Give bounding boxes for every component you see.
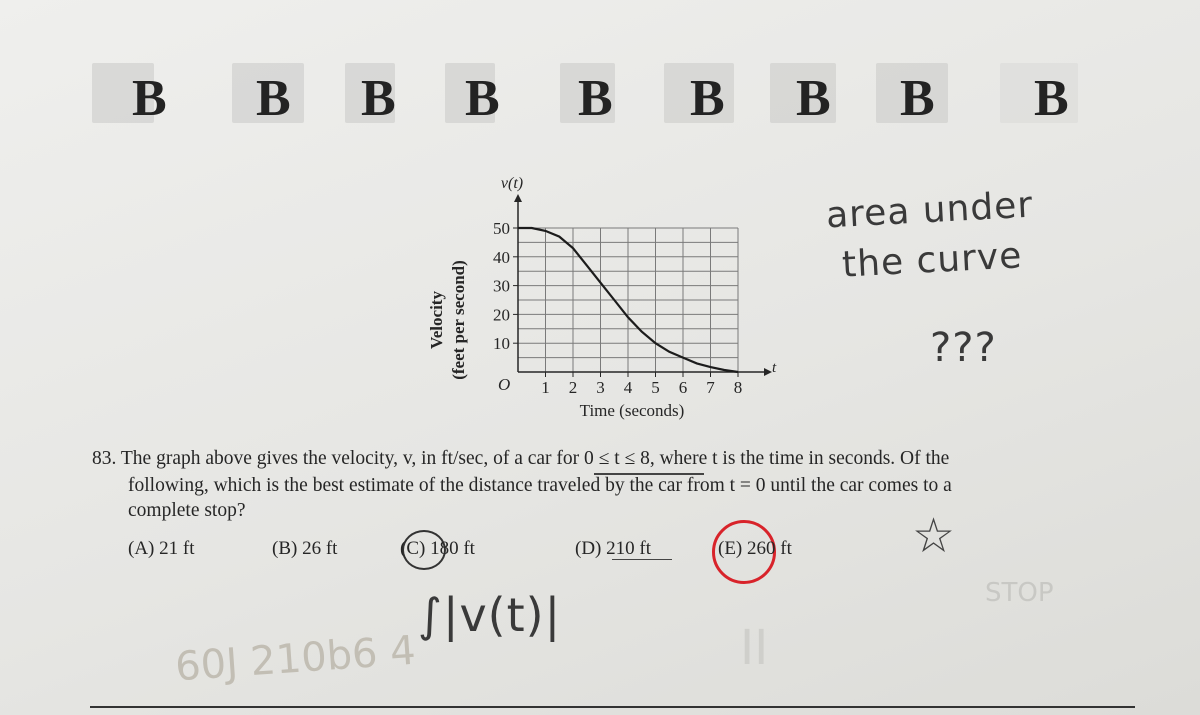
y-axis-arrow <box>514 194 522 202</box>
x-tick-label: 6 <box>678 378 688 397</box>
x-tick-label: 2 <box>568 378 578 397</box>
y-tick-label: 20 <box>493 305 510 325</box>
choice-e[interactable]: (E) 260 ft <box>718 538 792 559</box>
letter-row <box>0 55 1200 135</box>
question-text-line1: 83. The graph above gives the velocity, v, in ft/sec, of a car for 0 ≤ t ≤ 8, where t is the time in seconds. Of the <box>92 448 950 469</box>
y-axis-label-line1: Velocity <box>427 291 446 349</box>
graph-axes <box>514 194 772 376</box>
graph-grid <box>518 228 738 372</box>
x-axis-arrow <box>764 368 772 376</box>
x-axis-variable: t <box>772 360 777 376</box>
page-bottom-rule <box>90 706 1135 708</box>
handwritten-question-marks: ??? <box>930 325 997 371</box>
letter-b: B <box>900 70 935 127</box>
handwritten-note-the-curve: the curve <box>841 235 1024 286</box>
faint-handwriting: STOP <box>985 578 1054 608</box>
y-axis-label-line2: (feet per second) <box>449 260 468 380</box>
letter-b: B <box>690 70 725 127</box>
origin-label: O <box>498 375 511 394</box>
x-tick-label: 3 <box>596 378 605 397</box>
y-tick-label: 50 <box>493 219 510 238</box>
choice-c[interactable]: (C) 180 ft <box>400 538 475 559</box>
star-icon: ☆ <box>912 508 956 564</box>
y-axis-function-label: v(t) <box>500 175 524 192</box>
letter-b: B <box>256 70 291 127</box>
letter-b: B <box>578 70 613 127</box>
strike-mark <box>612 559 672 560</box>
choice-b[interactable]: (B) 26 ft <box>272 538 338 559</box>
x-tick-label: 1 <box>541 378 550 397</box>
question-text-line3: complete stop? <box>128 500 246 521</box>
handwritten-note-area-under: area under <box>825 184 1035 237</box>
letter-b: B <box>796 70 831 127</box>
faint-handwriting: 60J 210b6 4 <box>173 627 418 691</box>
handwritten-integral: ∫|v(t)| <box>418 588 562 642</box>
letter-b: B <box>1034 70 1069 127</box>
faint-roman-numeral: II <box>740 620 769 676</box>
x-tick-label: 5 <box>651 378 660 397</box>
question-text-line2: following, which is the best estimate of the distance traveled by the car from t = 0 until the car comes to a <box>128 475 952 496</box>
x-tick-label: 7 <box>706 378 715 397</box>
x-tick-label: 4 <box>623 378 633 397</box>
x-tick-label: 8 <box>733 378 743 397</box>
graph-tick-labels <box>493 219 742 397</box>
choice-a[interactable]: (A) 21 ft <box>128 538 195 559</box>
letter-b: B <box>132 70 167 127</box>
y-tick-label: 30 <box>493 276 510 296</box>
choice-d[interactable]: (D) 210 ft <box>575 538 651 559</box>
velocity-graph <box>400 170 800 430</box>
y-tick-label: 40 <box>493 247 510 267</box>
y-tick-label: 10 <box>493 334 510 354</box>
x-axis-label: Time (seconds) <box>579 401 685 420</box>
letter-b: B <box>361 70 396 127</box>
letter-b: B <box>465 70 500 127</box>
